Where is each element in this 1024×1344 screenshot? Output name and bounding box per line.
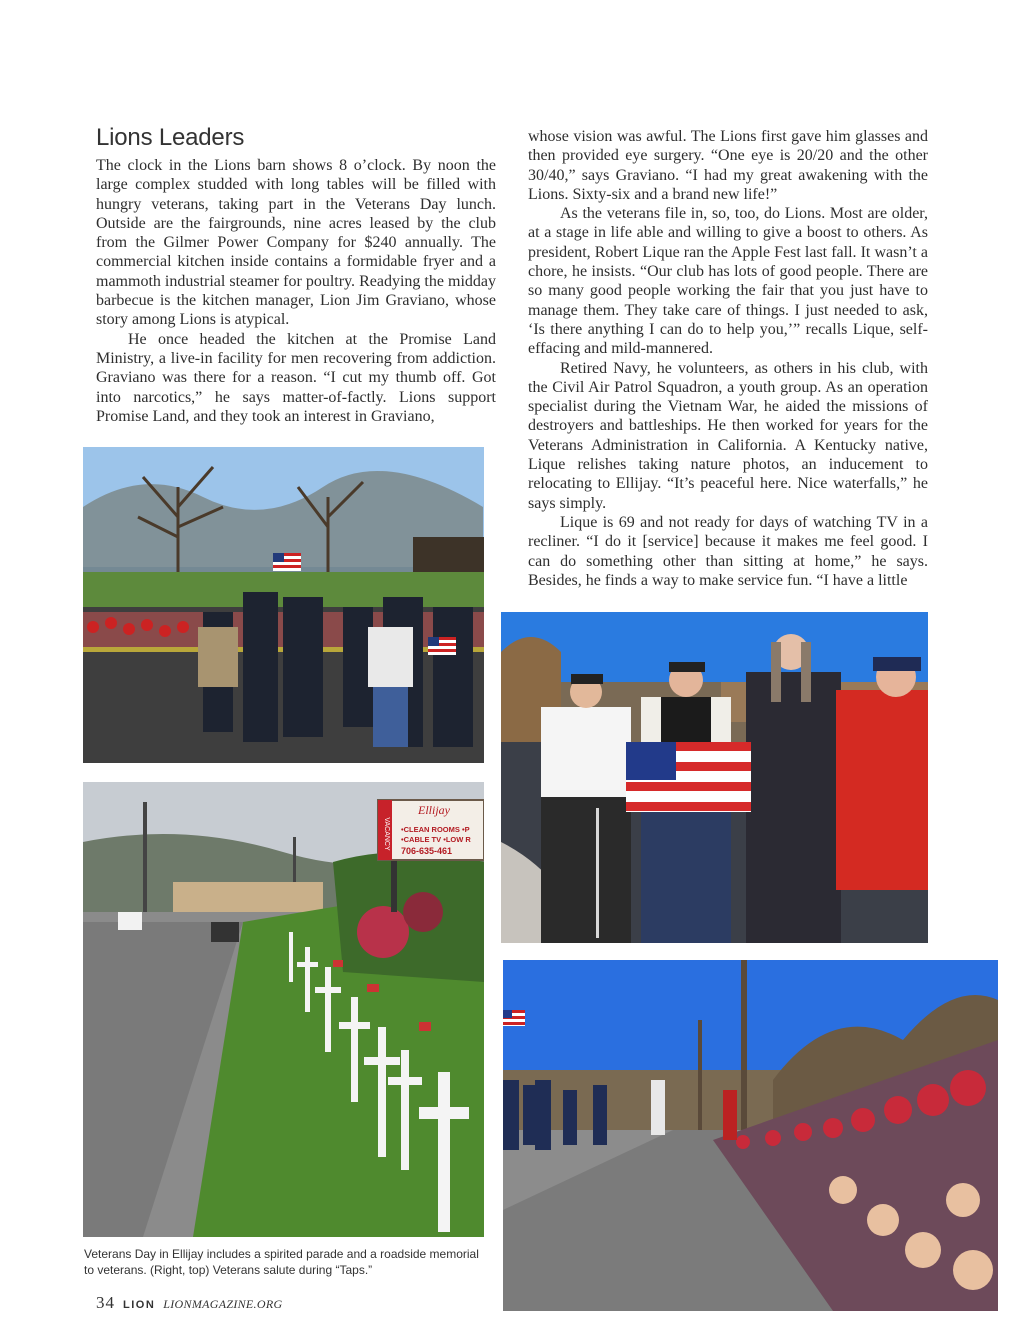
sign-line: •CABLE TV •LOW R — [401, 835, 471, 844]
photo-caption: Veterans Day in Ellijay includes a spirited parade and a roadside memorial to veterans. (Right, top) Veterans salute during “Taps.” — [84, 1247, 479, 1277]
parade-photo — [83, 447, 484, 763]
sign-line: 706-635-461 — [401, 846, 453, 856]
paragraph: whose vision was awful. The Lions first gave him glasses and then provided eye surgery. “One eye is 20/20 and the other 30/40,” says Graviano. “I had my great awakening with the Lions. Sixty-six and a brand new life!” — [528, 128, 928, 203]
website-link[interactable]: LIONMAGAZINE.ORG — [163, 1297, 283, 1311]
memorial-photo — [83, 782, 484, 1237]
page-footer — [96, 1293, 282, 1313]
paragraph: Retired Navy, he volunteers, as others in his club, with the Civil Air Patrol Squadron, a youth group. As an operation specialist during the Vietnam War, he aided the missions of destroyers and battleships. He then worked for years for the Veterans Administration in California. A Kentucky native, Lique relishes taking nature photos, an inducement to relocating to Ellijay. “It’s peaceful here. Nice waterfalls,” he says simply. — [528, 359, 928, 512]
paragraph: He once headed the kitchen at the Promise Land Ministry, a live-in facility for men recovering from addiction. Graviano was there for a reason. “I cut my thumb off. Got into narcotics,” he says matter-of-factly. Lions support Promise Land, and they took an interest in Graviano, — [96, 330, 496, 425]
page-number: 34 — [96, 1293, 115, 1312]
paragraph: Lique is 69 and not ready for days of watching TV in a recliner. “I do it [service] because it makes me feel good. I can do something other than sitting at home,” he says. Besides, he finds a way to make service fun. “I have a little — [528, 513, 928, 589]
article-heading: Lions Leaders — [96, 124, 245, 151]
crowd-photo — [503, 960, 998, 1311]
text-column-left — [96, 156, 496, 426]
salute-photo — [501, 612, 928, 943]
text-column-right — [528, 127, 928, 590]
sign-name: Ellijay — [418, 803, 450, 817]
magazine-name: LION — [123, 1299, 156, 1311]
paragraph: As the veterans file in, so, too, do Lions. Most are older, at a stage in life able and willing to give a boost to others. As president, Robert Lique ran the Apple Fest last fall. It wasn’t a chore, he insists. “Our club has lots of good people. There are so many good people working the fair that you just have to manage them. They take care of things. I just needed to ask, ‘Is there anything I can do to help you,’” recalls Lique, self-effacing and mild-mannered. — [528, 205, 928, 358]
sign-line: •CLEAN ROOMS •P — [401, 825, 470, 834]
paragraph: The clock in the Lions barn shows 8 o’clock. By noon the large complex studded with long tables will be filled with hungry veterans, taking part in the Veterans Day lunch. Outside are the fairgrounds, nine acres leased by the club from the Gilmer Power Company for $240 annually. The commercial kitchen inside contains a formidable fryer and a mammoth industrial steamer for poultry. Readying the midday barbecue is the kitchen manager, Lion Jim Graviano, whose story among Lions is atypical. — [96, 157, 496, 329]
sign-vacancy: VACANCY — [383, 817, 390, 851]
